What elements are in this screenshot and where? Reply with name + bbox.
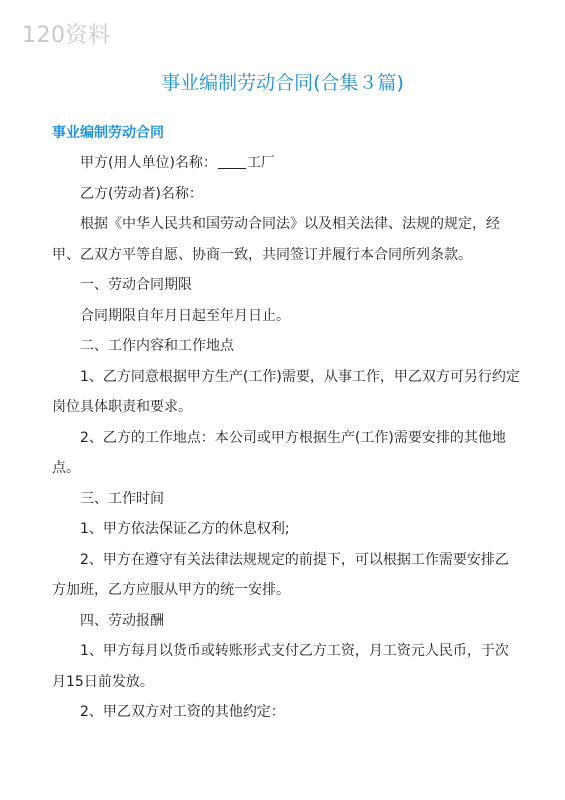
- paragraph: 乙方(劳动者)名称：: [80, 185, 203, 202]
- party-a-line: [52, 148, 520, 179]
- clause-heading: 三、工作时间: [80, 490, 164, 507]
- document-body: [52, 148, 520, 728]
- party-a-label: 甲方(用人单位)名称：: [80, 155, 217, 171]
- paragraph: 1、乙方同意根据甲方生产(工作)需要，从事工作，甲乙双方可另行约定岗位具体职责和要求。: [52, 368, 520, 415]
- paragraph: 1、甲方每月以货币或转账形式支付乙方工资，月工资元人民币，于次月15日前发放。: [52, 643, 509, 690]
- paragraph: 2、乙方的工作地点：本公司或甲方根据生产(工作)需要安排的其他地点。: [52, 429, 506, 476]
- paragraph: 合同期限自年月日起至年月日止。: [80, 307, 290, 324]
- party-a-suffix: 工厂: [246, 155, 275, 171]
- section-heading: 事业编制劳动合同: [52, 125, 164, 141]
- paragraph: 1、甲方依法保证乙方的休息权利;: [80, 521, 290, 537]
- paragraph: 根据《中华人民共和国劳动合同法》以及相关法律、法规的规定，经甲、乙双方平等自愿、协商一致，共同签订并履行本合同所列条款。: [52, 216, 500, 263]
- clause-heading: 二、工作内容和工作地点: [80, 338, 234, 354]
- watermark: 120资料: [22, 23, 111, 48]
- paragraph: 2、甲乙双方对工资的其他约定：: [80, 704, 285, 720]
- paragraph: 2、甲方在遵守有关法律法规规定的前提下，可以根据工作需要安排乙方加班，乙方应服从甲方的统一安排。: [52, 551, 509, 598]
- clause-heading: 一、劳动合同期限: [80, 277, 192, 293]
- clause-heading: 四、劳动报酬: [80, 612, 164, 629]
- document-title: 事业编制劳动合同(合集３篇): [161, 72, 404, 94]
- fill-in-blank: [218, 154, 246, 169]
